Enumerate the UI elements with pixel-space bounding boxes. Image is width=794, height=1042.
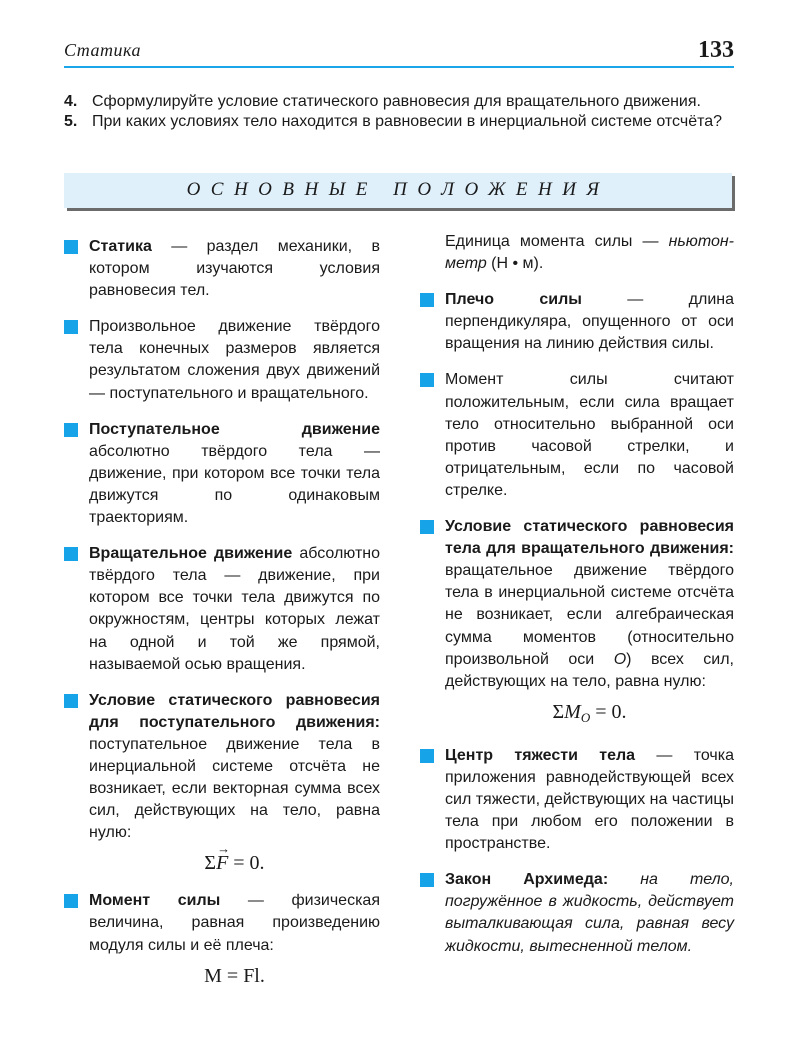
definition-moment xyxy=(64,890,380,988)
definition-text: — физическая величина, равная произведению модуля силы и её плеча: xyxy=(89,892,380,954)
definition-text-tail: ) всех сил, действующих на тело, равна нулю: xyxy=(445,650,734,690)
formula-vector xyxy=(216,841,231,876)
definition-text: — длина перпендикуляра, опущенного от оси вращения на линию действия силы. xyxy=(445,291,734,353)
question-number: 4. xyxy=(64,93,78,110)
term: Плечо силы xyxy=(445,291,582,309)
bullet-square xyxy=(420,749,434,763)
definition-static-translational xyxy=(64,690,380,877)
bullet-square xyxy=(64,694,78,708)
right-column xyxy=(420,231,734,972)
unit-text: Единица момента силы — xyxy=(445,233,669,250)
definition-text: абсолютно твёрдого тела — движение, при котором все точки тела движутся по одинаковым траекториям. xyxy=(89,442,380,527)
definition-static-rotational xyxy=(420,516,734,731)
formula-sigma: Σ xyxy=(204,852,217,875)
question-text: Сформулируйте условие статического равновесия для вращательного движения. xyxy=(92,93,701,110)
definition-text: Произвольное движение твёрдого тела конечных размеров является результатом сложения двух движений — поступательного и вращательного. xyxy=(89,318,380,402)
definition-statics xyxy=(64,236,380,302)
formula-moment-sum xyxy=(445,699,734,731)
question-number: 5. xyxy=(64,113,78,130)
term: Условие статического равновесия тела для вращательного движения: xyxy=(445,518,734,558)
term: Центр тяжести тела xyxy=(445,746,636,764)
definition-text: абсолютно твёрдого тела — движение, при котором все точки тела движутся по окружностям, центры которых лежат на одной и той же прямой, называемой осью вращения. xyxy=(89,545,380,673)
bullet-square xyxy=(64,894,78,908)
bullet-square xyxy=(420,873,434,887)
definition-lever-arm xyxy=(420,289,734,355)
left-column xyxy=(64,236,380,1003)
bullet-square xyxy=(64,240,78,254)
formula-subscript: O xyxy=(580,709,591,725)
term: Статика xyxy=(89,238,152,255)
definition-text: — точка приложения равнодействующей всех сил тяжести, действующих на частицы тела при любом его положении в пространстве. xyxy=(445,746,735,853)
definition-text: вращательное движение твёрдого тела в инерциальной системе отсчёта не возникает, если алгебраическая сумма моментов (относительно произвольной оси xyxy=(445,562,734,668)
formula-variable: F xyxy=(216,852,229,875)
unit-symbol: (Н • м). xyxy=(486,255,544,273)
bullet-square xyxy=(420,373,434,387)
page-number: 133 xyxy=(698,37,734,63)
definition-rotational xyxy=(64,543,380,676)
bullet-square xyxy=(64,547,78,561)
formula-rest: = 0. xyxy=(590,700,627,723)
term: Закон Архимеда: xyxy=(445,871,609,889)
questions-list xyxy=(64,92,734,132)
key-points-banner xyxy=(64,173,732,208)
header-rule xyxy=(64,66,734,68)
definition-arbitrary-motion xyxy=(64,316,380,404)
banner-title: ОСНОВНЫЕ ПОЛОЖЕНИЯ xyxy=(186,179,610,200)
question-text: При каких условиях тело находится в равновесии в инерциальной системе отсчёта? xyxy=(92,113,723,130)
moment-unit xyxy=(420,231,734,275)
vector-arrow: → xyxy=(217,841,231,857)
question-5 xyxy=(64,112,734,132)
definition-translational xyxy=(64,419,380,529)
term: Вращательное движение xyxy=(89,545,293,563)
bullet-square xyxy=(64,320,78,334)
formula-variable: M xyxy=(564,700,581,723)
term: Момент силы xyxy=(89,892,221,910)
law-text: на тело, погружённое в жидкость, действует выталкивающая сила, равная весу жидкости, вытесненной телом. xyxy=(445,871,735,955)
formula-sigma: Σ xyxy=(552,700,565,723)
unit-name: ньютон-метр xyxy=(445,233,734,273)
bullet-square xyxy=(64,423,78,437)
formula-rest: = 0. xyxy=(228,852,265,875)
definition-text: поступательное движение тела в инерциальной системе отсчёта не возникает, если векторная сумма всех сил, действующих на тело, равна нулю: xyxy=(89,735,380,842)
definition-center-of-gravity xyxy=(420,745,734,855)
section-title: Статика xyxy=(64,40,141,60)
formula-force-sum xyxy=(89,841,380,876)
term: Поступательное движение xyxy=(89,420,380,438)
axis-label: O xyxy=(613,650,627,668)
bullet-square xyxy=(420,293,434,307)
question-4 xyxy=(64,92,734,112)
definition-moment-sign xyxy=(420,369,734,502)
term: Условие статического равновесия для поступательного движения: xyxy=(89,691,380,731)
definition-text: Момент силы считают положительным, если сила вращает тело относительно выбранной оси против часовой стрелки, и отрицательным, если по часовой стрелке. xyxy=(445,371,734,499)
bullet-square xyxy=(420,520,434,534)
formula-moment: M = Fl. xyxy=(204,964,265,987)
definition-text: — раздел механики, в котором изучаются условия равновесия тел. xyxy=(89,238,380,300)
definition-archimedes xyxy=(420,869,734,957)
